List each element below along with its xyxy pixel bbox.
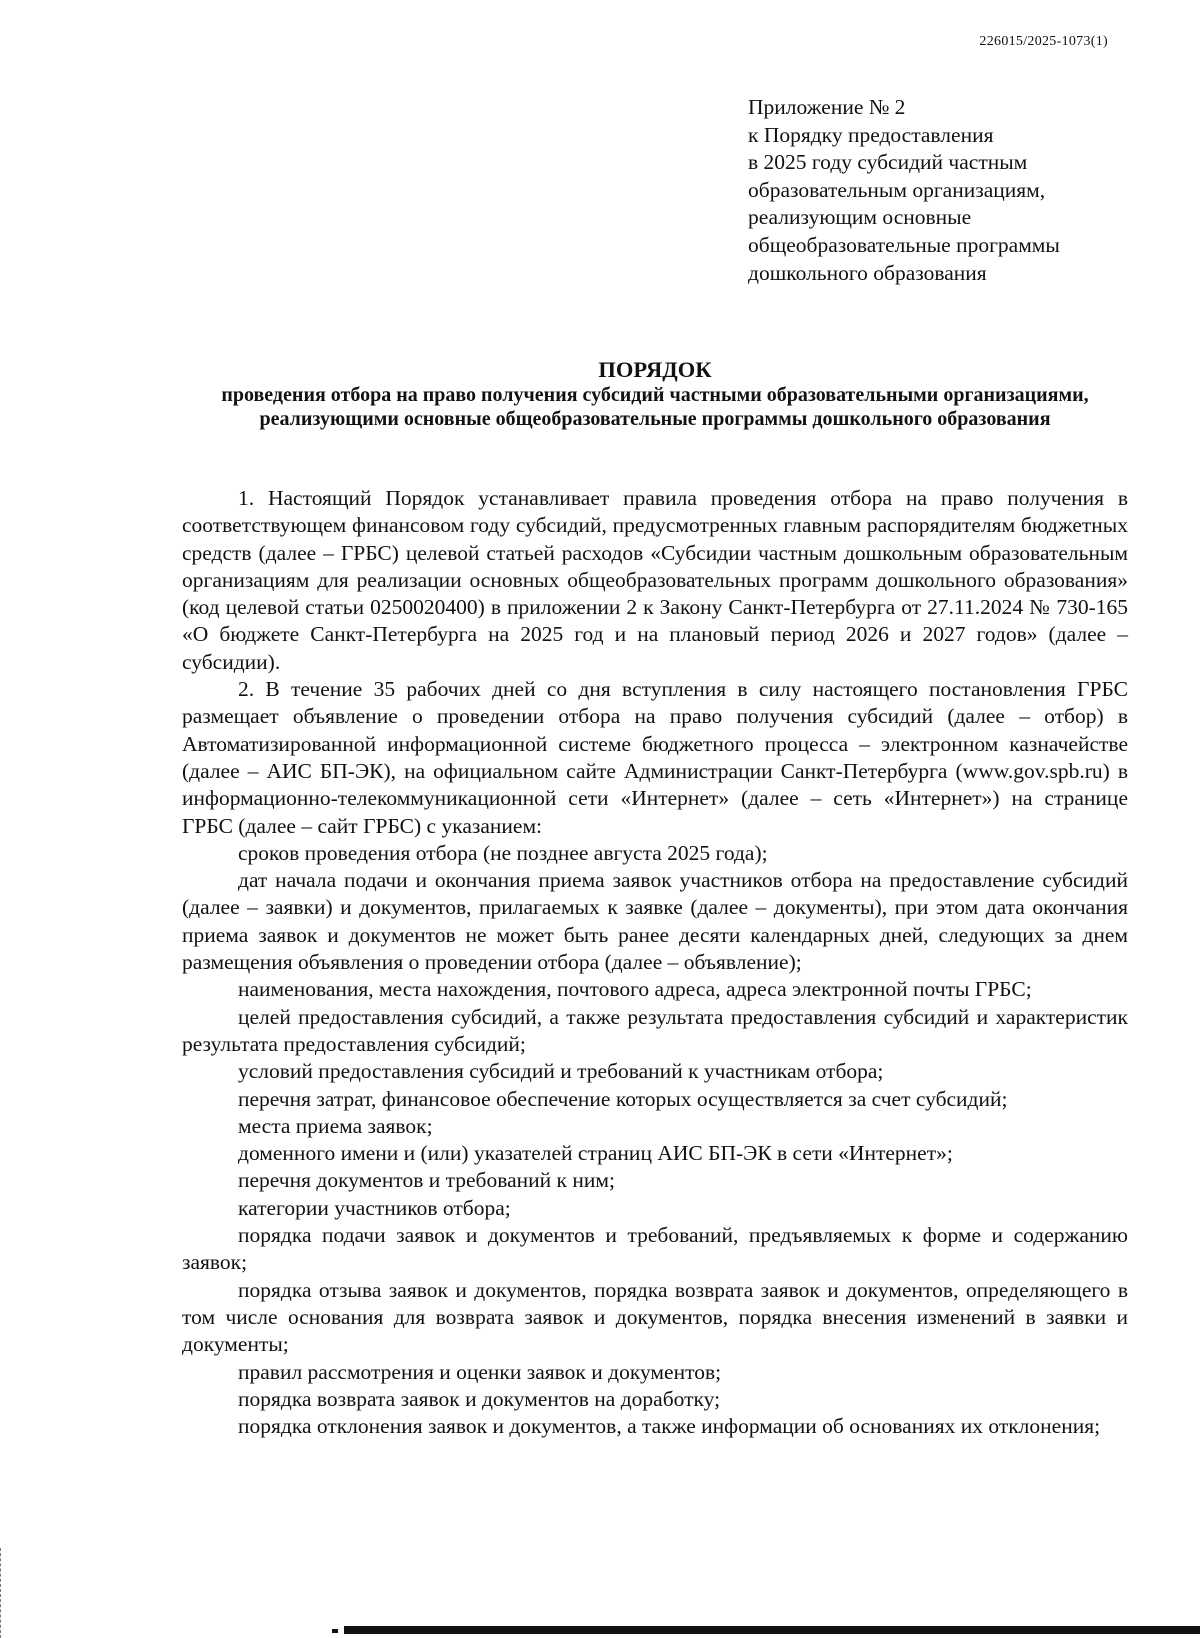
list-item: перечня документов и требований к ним;: [238, 1168, 615, 1193]
list-item: доменного имени и (или) указателей страниц АИС БП-ЭК в сети «Интернет»;: [238, 1141, 953, 1166]
list-item: дат начала подачи и окончания приема заявок участников отбора на предоставление субсидий (далее – заявки) и документов, прилагаемых к заявке (далее – документы), при этом дата окончания приема заявок и документов не может быть ранее десяти календарных дней, следующих за днем размещения объявления о проведении отбора (далее – объявление);: [182, 868, 1128, 975]
document-registration-number: 226015/2025-1073(1): [979, 34, 1108, 49]
paragraph: 1. Настоящий Порядок устанавливает правила проведения отбора на право получения в соответствующем финансовом году субсидий, предусмотренных главным распорядителям бюджетных средств (далее – ГРБС) целевой статьей расходов «Субсидии частным дошкольным образовательным организациям для реализации основных общеобразовательных программ дошкольного образования» (код целевой статьи 0250020400) в приложении 2 к Закону Санкт-Петербурга от 27.11.2024 № 730-165 «О бюджете Санкт-Петербурга на 2025 год и на плановый период 2026 и 2027 годов» (далее – субсидии).: [182, 486, 1128, 674]
appendix-line: Приложение № 2: [748, 95, 906, 119]
list-item: перечня затрат, финансовое обеспечение которых осуществляется за счет субсидий;: [238, 1086, 1008, 1111]
list-item: места приема заявок;: [238, 1113, 433, 1138]
appendix-line: образовательным организациям,: [748, 177, 1046, 202]
document-body: [182, 485, 1128, 1440]
appendix-line: дошкольного образования: [748, 260, 987, 285]
list-item: категории участников отбора;: [238, 1195, 511, 1220]
appendix-line: реализующим основные: [748, 205, 972, 230]
appendix-line: в 2025 году субсидий частным: [748, 150, 1028, 175]
appendix-header: [748, 94, 1168, 287]
scan-edge-mark: [332, 1629, 338, 1633]
document-title: ПОРЯДОК: [598, 357, 712, 382]
appendix-line: к Порядку предоставления: [748, 122, 994, 147]
scan-bottom-bar: [344, 1626, 1200, 1634]
paragraph: 2. В течение 35 рабочих дней со дня вступления в силу настоящего постановления ГРБС размещает объявление о проведении отбора на право получения субсидий (далее – отбор) в Автоматизированной информационной системе бюджетного процесса – электронном казначействе (далее – АИС БП-ЭК), на официальном сайте Администрации Санкт-Петербурга (www.gov.spb.ru) в информационно-телекоммуникационной сети «Интернет» (далее – сеть «Интернет») на странице ГРБС (далее – сайт ГРБС) с указанием:: [182, 677, 1128, 838]
scan-edge-mark: [0, 1548, 3, 1638]
document-title-block: [182, 356, 1128, 431]
list-item: порядка подачи заявок и документов и требований, предъявляемых к форме и содержанию заявок;: [182, 1223, 1128, 1275]
list-item: целей предоставления субсидий, а также результата предоставления субсидий и характеристик результата предоставления субсидий;: [182, 1004, 1128, 1056]
list-item: порядка возврата заявок и документов на доработку;: [238, 1386, 721, 1411]
list-item: правил рассмотрения и оценки заявок и документов;: [238, 1359, 722, 1384]
list-item: порядка отклонения заявок и документов, а также информации об основаниях их отклонения;: [238, 1414, 1101, 1439]
list-item: порядка отзыва заявок и документов, порядка возврата заявок и документов, определяющего в том числе основания для возврата заявок и документов, порядка внесения изменений в заявки и документы;: [182, 1277, 1128, 1357]
document-subtitle: проведения отбора на право получения субсидий частными образовательными организациями, реализующими основные общеобразовательные программы дошкольного образования: [221, 384, 1089, 430]
list-item: сроков проведения отбора (не позднее августа 2025 года);: [238, 840, 768, 865]
appendix-line: общеобразовательные программы: [748, 232, 1060, 257]
list-item: условий предоставления субсидий и требований к участникам отбора;: [238, 1059, 884, 1084]
list-item: наименования, места нахождения, почтового адреса, адреса электронной почты ГРБС;: [238, 977, 1032, 1002]
